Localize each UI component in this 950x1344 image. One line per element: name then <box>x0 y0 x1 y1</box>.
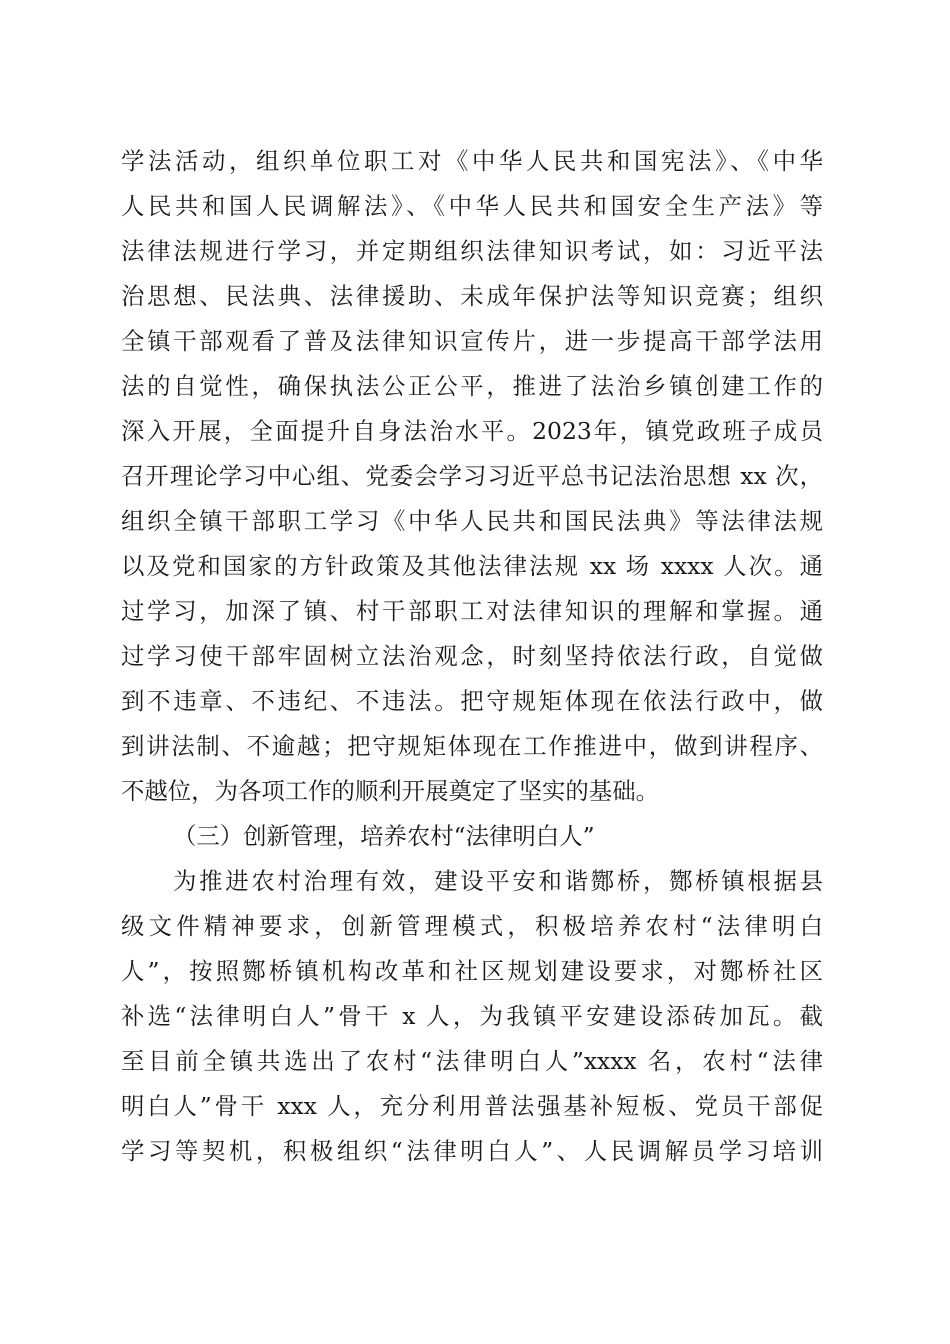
text-line: 深入开展，全面提升自身法治水平。2023年，镇党政班子成员 <box>121 417 823 445</box>
text-line: 召开理论学习中心组、党委会学习习近平总书记法治思想 xx 次， <box>121 462 823 490</box>
text-line: 为推进农村治理有效，建设平安和谐酂桥，酂桥镇根据县 <box>173 867 823 895</box>
text-line: 补选“法律明白人”骨干 x 人，为我镇平安建设添砖加瓦。截 <box>121 1002 823 1030</box>
text-line: 组织全镇干部职工学习《中华人民共和国民法典》等法律法规 <box>121 507 823 535</box>
section-heading: （三）创新管理，培养农村“法律明白人” <box>173 822 595 850</box>
text-line: 治思想、民法典、法律援助、未成年保护法等知识竞赛；组织 <box>121 282 823 310</box>
text-line: 全镇干部观看了普及法律知识宣传片，进一步提高干部学法用 <box>121 327 823 355</box>
text-line: 学法活动，组织单位职工对《中华人民共和国宪法》、《中华 <box>121 147 823 175</box>
text-line: 到讲法制、不逾越；把守规矩体现在工作推进中，做到讲程序、 <box>121 732 823 760</box>
text-line: 法的自觉性，确保执法公正公平，推进了法治乡镇创建工作的 <box>121 372 823 400</box>
text-line: 人”，按照酂桥镇机构改革和社区规划建设要求，对酂桥社区 <box>121 957 823 985</box>
text-line: 法律法规进行学习，并定期组织法律知识考试，如：习近平法 <box>121 237 823 265</box>
text-line: 到不违章、不违纪、不违法。把守规矩体现在依法行政中，做 <box>121 687 823 715</box>
text-line: 不越位，为各项工作的顺利开展奠定了坚实的基础。 <box>121 777 659 805</box>
text-line: 学习等契机，积极组织“法律明白人”、人民调解员学习培训 <box>121 1137 823 1165</box>
text-line: 至目前全镇共选出了农村“法律明白人”xxxx 名，农村“法律 <box>121 1047 823 1075</box>
text-line: 人民共和国人民调解法》、《中华人民共和国安全生产法》等 <box>121 192 823 220</box>
text-line: 过学习，加深了镇、村干部职工对法律知识的理解和掌握。通 <box>121 597 823 625</box>
text-line: 过学习使干部牢固树立法治观念，时刻坚持依法行政，自觉做 <box>121 642 823 670</box>
text-line: 明白人”骨干 xxx 人，充分利用普法强基补短板、党员干部促 <box>121 1092 823 1120</box>
text-line: 以及党和国家的方针政策及其他法律法规 xx 场 xxxx 人次。通 <box>121 552 823 580</box>
text-line: 级文件精神要求，创新管理模式，积极培养农村“法律明白 <box>121 912 823 940</box>
